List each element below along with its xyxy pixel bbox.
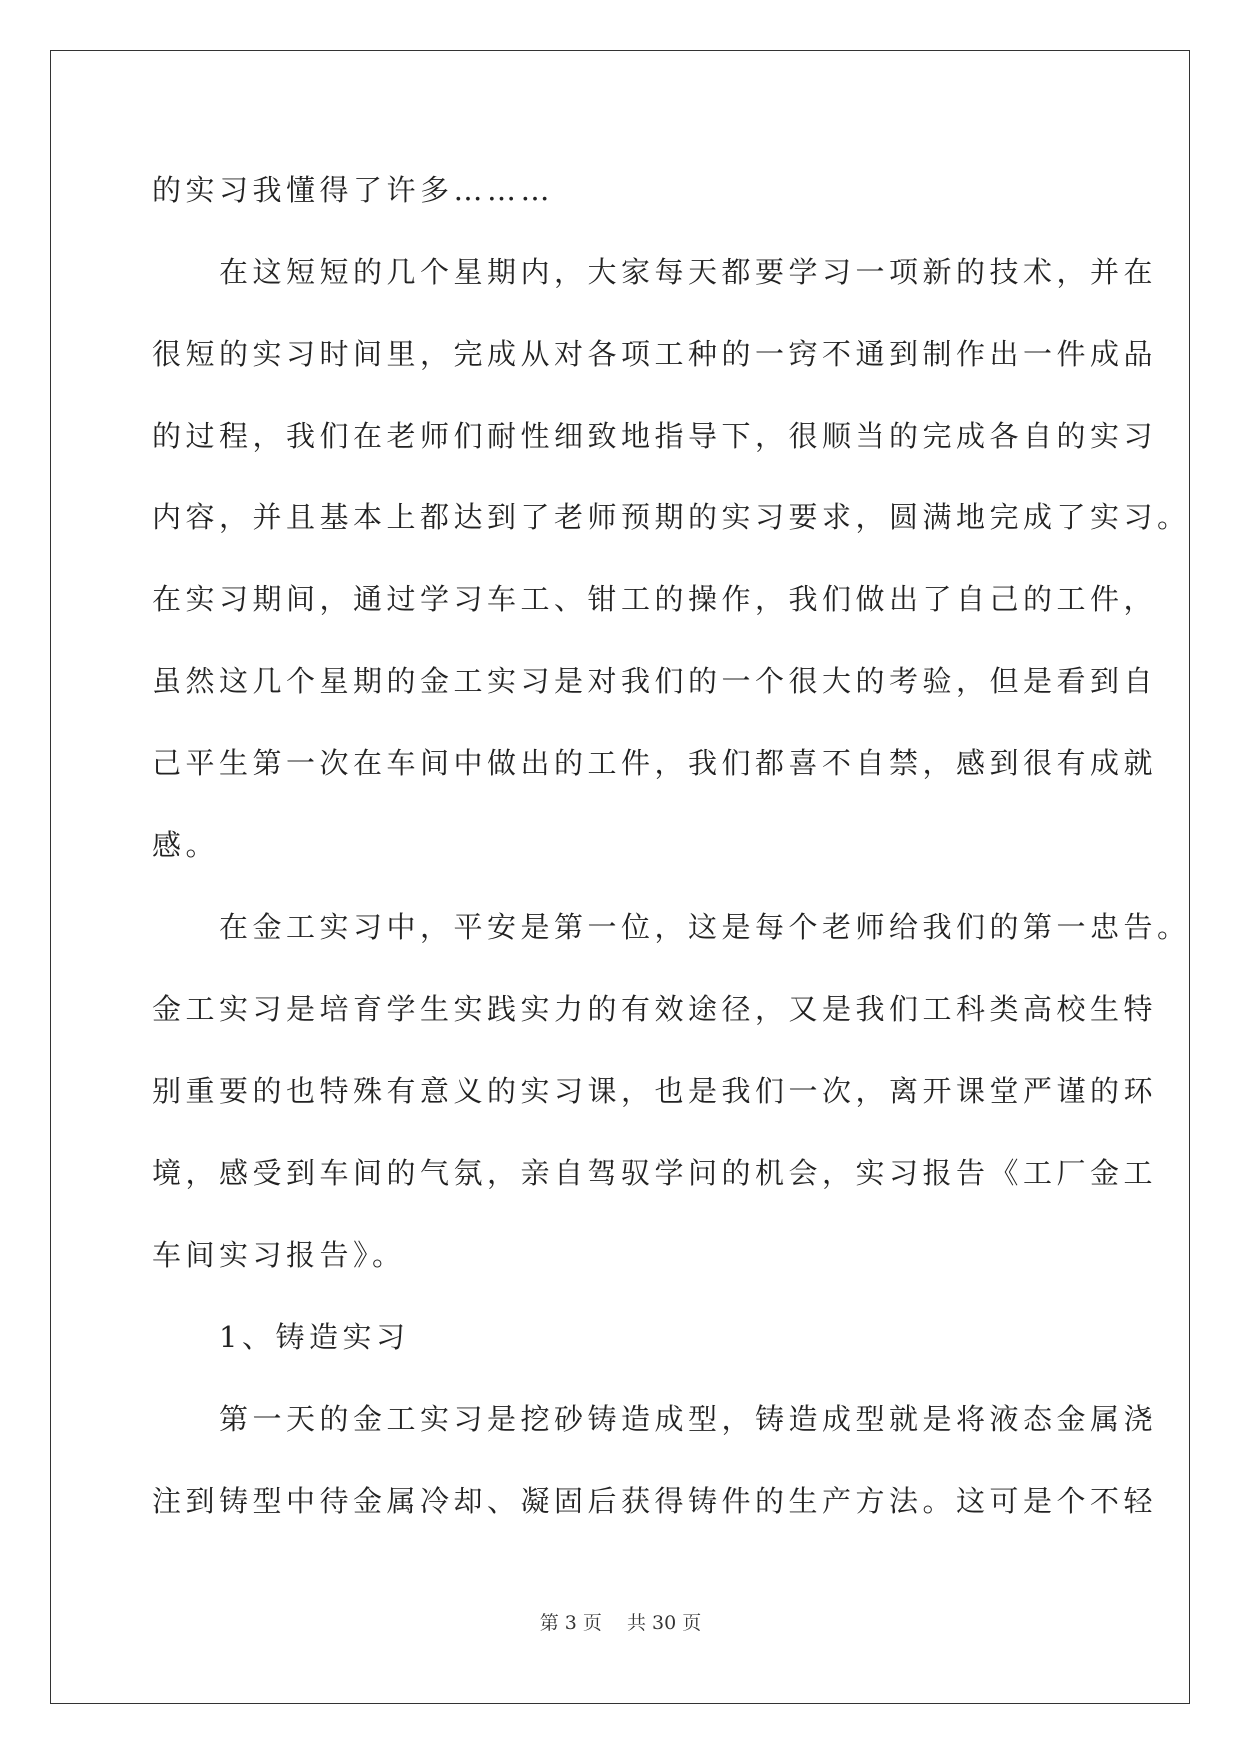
body-text-line: 车间实习报告》。 xyxy=(152,1238,406,1272)
page-border xyxy=(50,50,1190,1704)
body-text-line: 己平生第一次在车间中做出的工件，我们都喜不自禁，感到很有成就 xyxy=(152,746,1158,780)
body-text-line: 第一天的金工实习是挖砂铸造成型，铸造成型就是将液态金属浇 xyxy=(152,1402,1158,1436)
body-text-line: 金工实习是培育学生实践实力的有效途径，又是我们工科类高校生特 xyxy=(152,992,1158,1026)
section-heading: 1、铸造实习 xyxy=(152,1320,410,1354)
body-text-line: 在金工实习中，平安是第一位，这是每个老师给我们的第一忠告。 xyxy=(152,910,1191,944)
body-text-line: 在实习期间，通过学习车工、钳工的操作，我们做出了自己的工件， xyxy=(152,582,1158,616)
body-text-line: 内容，并且基本上都达到了老师预期的实习要求，圆满地完成了实习。 xyxy=(152,500,1191,534)
body-text-line: 在这短短的几个星期内，大家每天都要学习一项新的技术，并在 xyxy=(152,255,1158,289)
page-number-footer: 第 3 页 共 30 页 xyxy=(539,1612,702,1634)
body-text-line: 境，感受到车间的气氛，亲自驾驭学问的机会，实习报告《工厂金工 xyxy=(152,1156,1158,1190)
body-text-line: 的实习我懂得了许多……… xyxy=(152,173,555,207)
body-text-line: 的过程，我们在老师们耐性细致地指导下，很顺当的完成各自的实习 xyxy=(152,419,1158,453)
body-text-line: 别重要的也特殊有意义的实习课，也是我们一次，离开课堂严谨的环 xyxy=(152,1074,1158,1108)
body-text-line: 感。 xyxy=(152,828,220,862)
body-text-line: 很短的实习时间里，完成从对各项工种的一窍不通到制作出一件成品 xyxy=(152,337,1158,371)
body-text-line: 注到铸型中待金属冷却、凝固后获得铸件的生产方法。这可是个不轻 xyxy=(152,1484,1158,1518)
body-text-line: 虽然这几个星期的金工实习是对我们的一个很大的考验，但是看到自 xyxy=(152,664,1158,698)
